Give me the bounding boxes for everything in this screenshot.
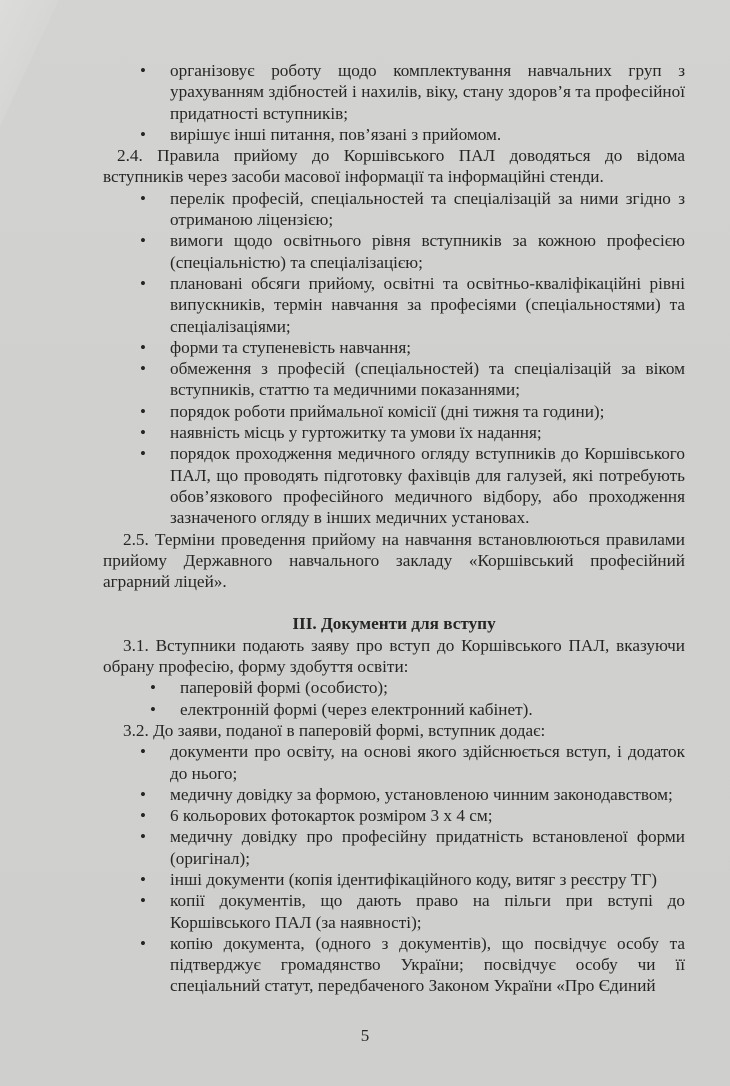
- list-item: • порядок роботи приймальної комісії (дні тижня та години);: [137, 401, 685, 422]
- list-item: • документи про освіту, на основі якого здійснюється вступ, і додаток до нього;: [137, 741, 685, 784]
- required-documents-list: [137, 741, 685, 997]
- paragraph-2-4: [103, 145, 685, 188]
- list-item: • 6 кольорових фотокарток розміром 3 х 4 см;: [137, 805, 685, 826]
- list-item: • перелік професій, спеціальностей та спеціалізацій за ними згідно з отриманою ліцензією;: [137, 188, 685, 231]
- page-number: 5: [360, 1025, 370, 1045]
- list-item: • медичну довідку про професійну придатність встановленої форми (оригінал);: [137, 826, 685, 869]
- list-item: • копію документа, (одного з документів), що посвідчує особу та підтверджує громадянство України; посвідчує особу чи її спеціальний статут, передбаченого Законом України «Про Єдиний: [137, 933, 685, 997]
- list-item: • плановані обсяги прийому, освітні та освітньо-кваліфікаційні рівні випускників, термін навчання за професіями (спеціальностями) та спеціалізаціями;: [137, 273, 685, 337]
- submission-forms-list: [147, 677, 685, 720]
- list-item: • організовує роботу щодо комплектування навчальних груп з урахуванням здібностей і нахилів, віку, стану здоров’я та професійної придатності вступників;: [137, 60, 685, 124]
- paragraph-3-1: 3.1. Вступники подають заяву про вступ до Коршівського ПАЛ, вказуючи обрану професію, форму здобуття освіти:: [103, 635, 685, 677]
- paragraph-2-4-rest: вступників через засоби масової інформації та інформаційні стенди.: [103, 167, 604, 187]
- list-item: • копії документів, що дають право на пільги при вступі до Коршівського ПАЛ (за наявності);: [137, 890, 685, 933]
- list-item: • вирішує інші питання, пов’язані з прийомом.: [137, 124, 685, 145]
- paragraph-2-5: 2.5. Терміни проведення прийому на навчання встановлюються правилами прийому Державного навчального закладу «Коршівський професійний аграрний ліцей».: [103, 529, 685, 592]
- info-items-list: [137, 188, 685, 529]
- section-heading: ІІІ. Документи для вступу: [292, 614, 496, 634]
- list-item: • форми та ступеневість навчання;: [137, 337, 685, 358]
- commission-duties-list: [137, 60, 685, 145]
- list-item: • наявність місць у гуртожитку та умови їх надання;: [137, 422, 685, 443]
- list-item: • порядок проходження медичного огляду вступників до Коршівського ПАЛ, що проводять підготовку фахівців для галузей, які потребують обов’язкового професійного медичного відбору, або проходження зазначеного огляду в інших медичних установах.: [137, 443, 685, 528]
- page-corner-fold: [0, 0, 70, 160]
- paragraph-3-2: 3.2. До заяви, поданої в паперовій формі, вступник додає:: [123, 720, 546, 740]
- paragraph-2-4-first: 2.4. Правила прийому до Коршівського ПАЛ доводяться до відома: [117, 146, 685, 166]
- list-item: • паперовій формі (особисто);: [147, 677, 685, 698]
- page-content: [103, 60, 685, 997]
- list-item: • інші документи (копія ідентифікаційного коду, витяг з реєстру ТГ): [137, 869, 685, 890]
- list-item: • вимоги щодо освітнього рівня вступників за кожною професією (спеціальністю) та спеціалізацією;: [137, 230, 685, 273]
- list-item: • електронній формі (через електронний кабінет).: [147, 699, 685, 720]
- list-item: • медичну довідку за формою, установленою чинним законодавством;: [137, 784, 685, 805]
- list-item: • обмеження з професій (спеціальностей) та спеціалізацій за віком вступників, статтю та медичними показаннями;: [137, 358, 685, 401]
